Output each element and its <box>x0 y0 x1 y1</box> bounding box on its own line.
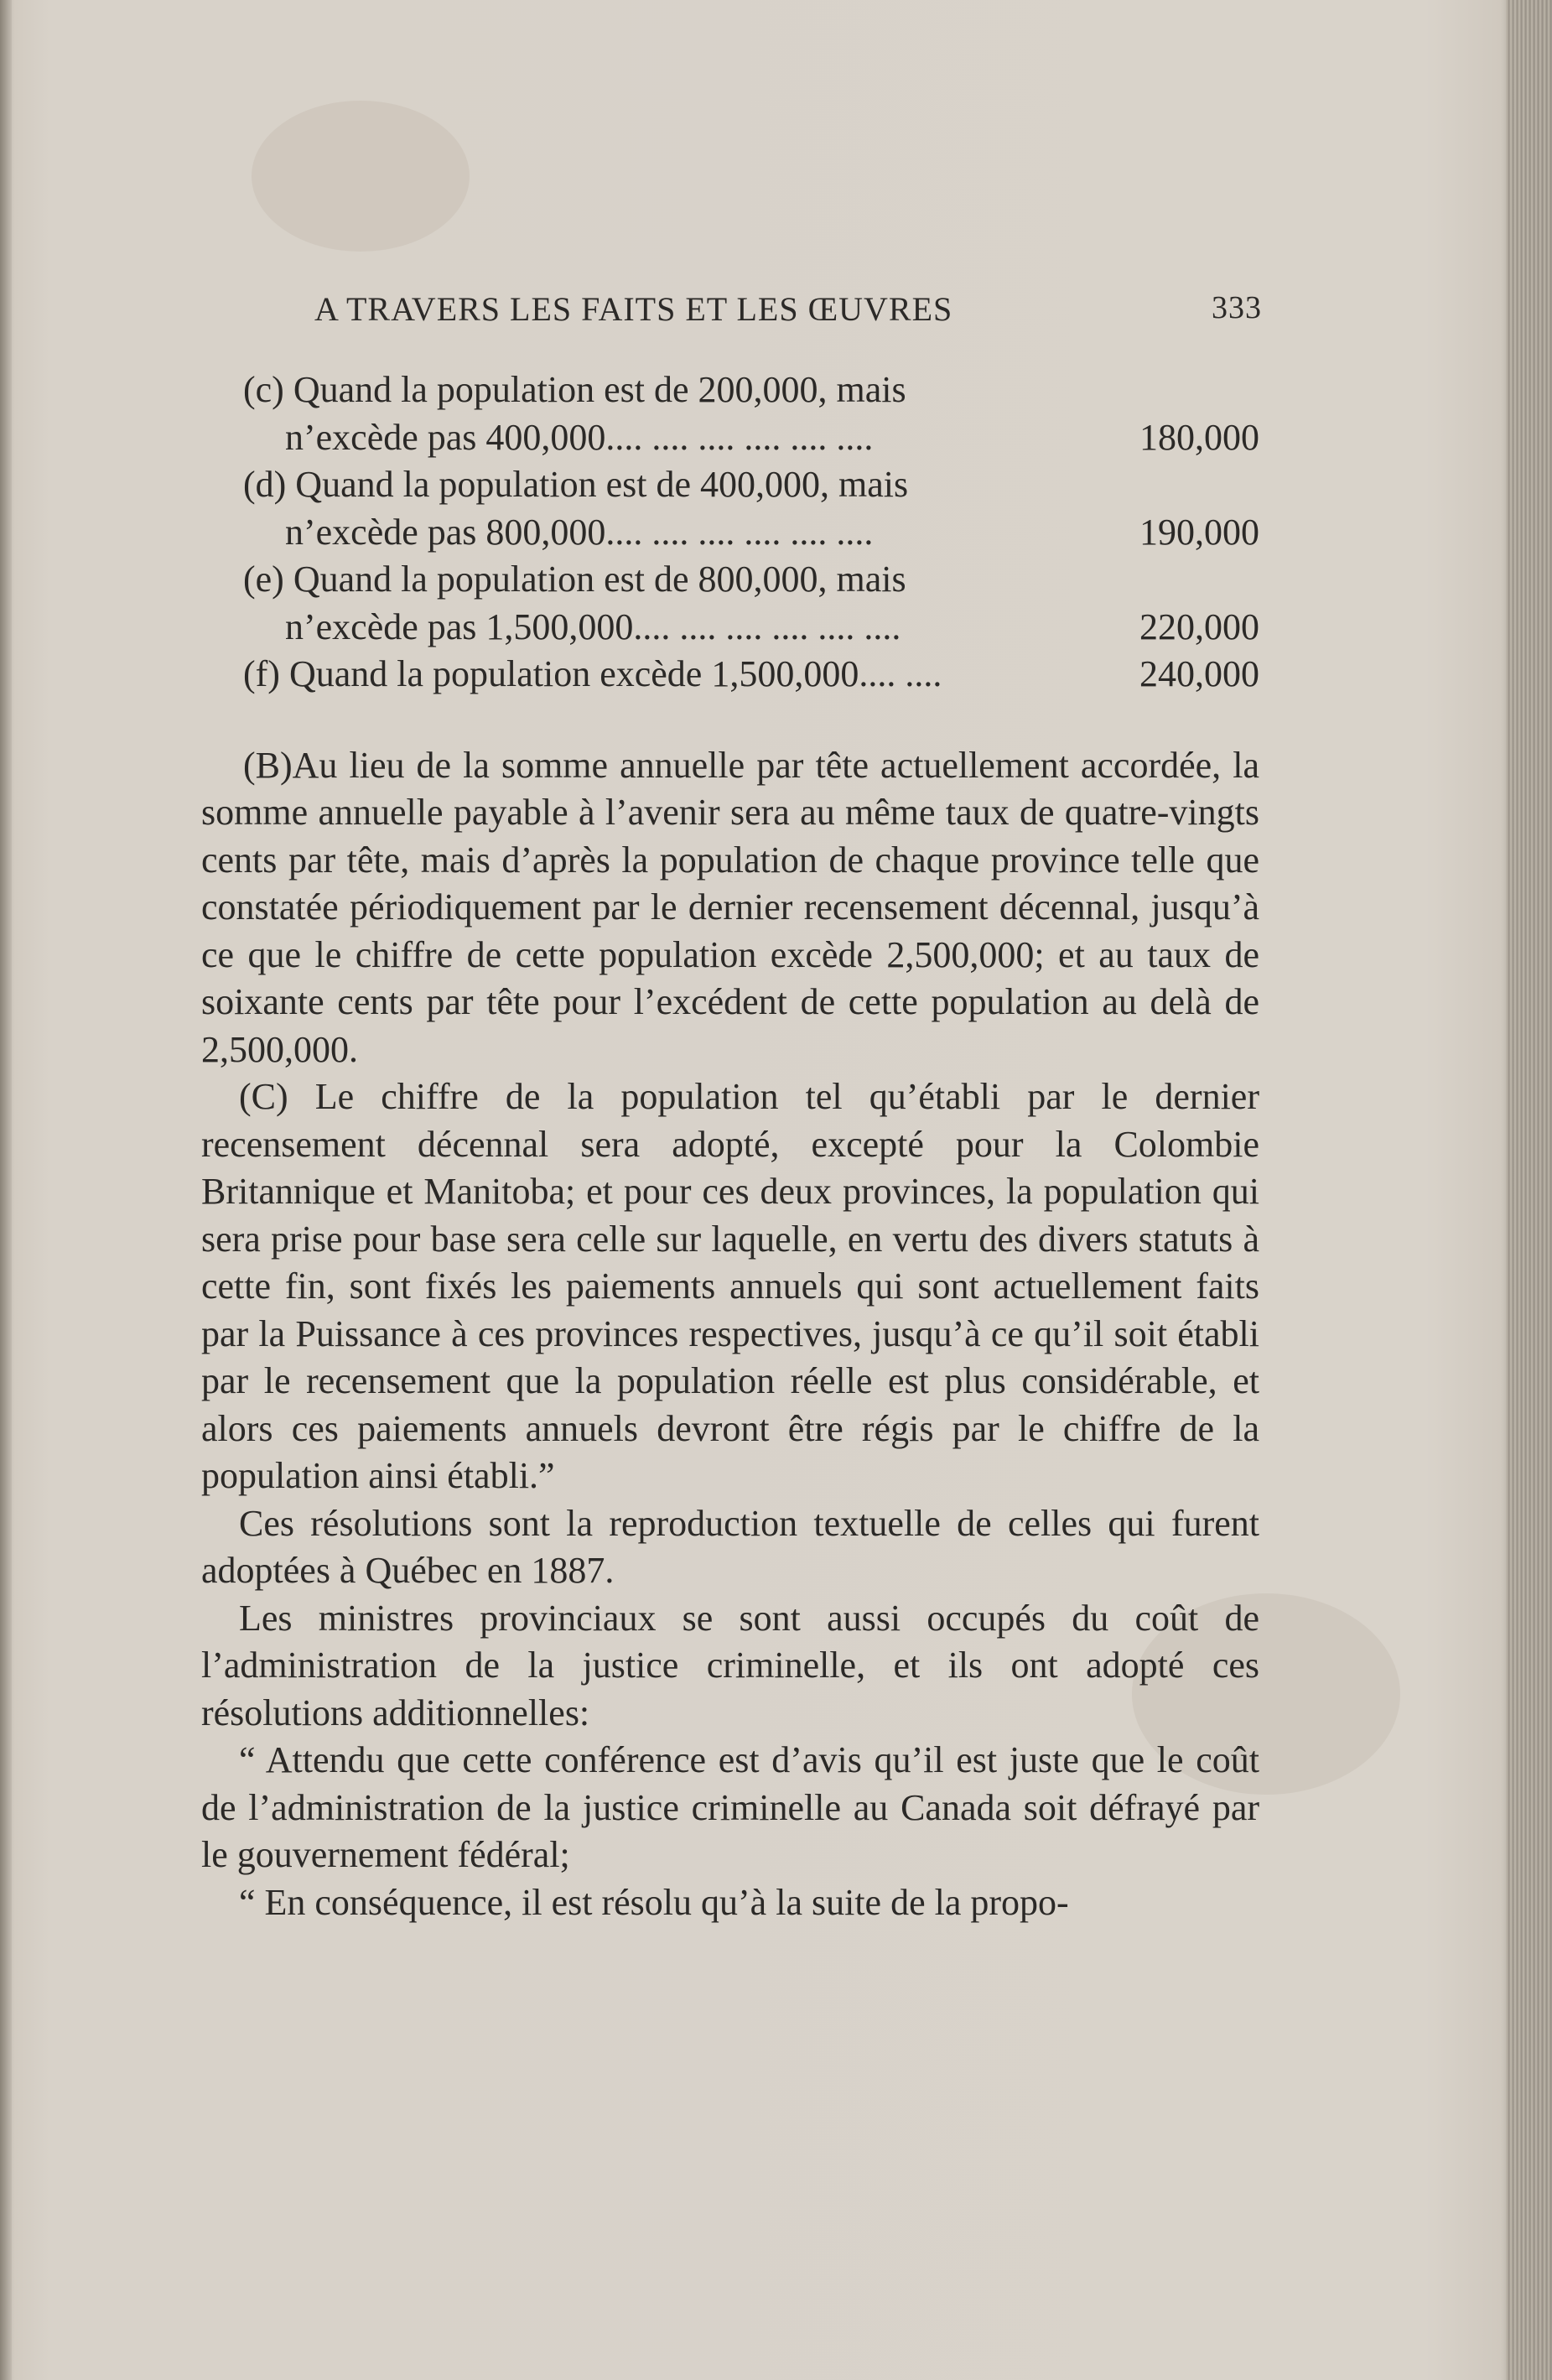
page-edges <box>1506 0 1552 2380</box>
schedule-item-d <box>201 461 1259 509</box>
text-block <box>201 366 1259 1926</box>
paragraph-b: (B)Au lieu de la somme annuelle par tête actuellement accordée, la somme annuelle payable à l’avenir sera au même taux de quatre-vingts cents par tête, mais d’après la population de chaque province telle que constatée périodiquement par le dernier recensement décennal, jusqu’à ce que le chiffre de cette population excède 2,500,000; et au taux de soixante cents par tête pour l’excédent de cette population au delà de 2,500,000. <box>201 744 1259 1070</box>
schedule-item-d-cont <box>201 509 1259 557</box>
paragraph-quote-attendu: “ Attendu que cette conférence est d’avis qu’il est juste que le coût de l’administration de la justice criminelle au Canada soit défrayé par le gouvernement fédéral; <box>201 1739 1259 1875</box>
schedule-item-f <box>201 651 1259 699</box>
schedule-continuation: n’excède pas 400,000.... .... .... .... .... .... <box>285 416 874 458</box>
page-number: 333 <box>1212 290 1262 325</box>
paragraph-resolutions: Ces résolutions sont la reproduction textuelle de celles qui furent adoptées à Québec en 1887. <box>201 1502 1259 1591</box>
schedule-continuation: n’excède pas 1,500,000.... .... .... .... .... .... <box>285 605 901 647</box>
schedule-label: (c) Quand la population est de 200,000, mais <box>243 369 906 410</box>
schedule-amount: 180,000 <box>1139 416 1259 458</box>
schedule-label: (f) Quand la population excède 1,500,000.... .... <box>243 653 942 694</box>
schedule-item-c-cont <box>201 414 1259 462</box>
schedule-amount: 190,000 <box>1139 511 1259 553</box>
schedule-continuation: n’excède pas 800,000.... .... .... .... .... .... <box>285 511 874 553</box>
schedule-item-c <box>201 366 1259 414</box>
schedule-label: (d) Quand la population est de 400,000, mais <box>243 464 909 505</box>
schedule-amount: 220,000 <box>1139 605 1259 647</box>
schedule-label: (e) Quand la population est de 800,000, mais <box>243 559 906 600</box>
paragraph-gap <box>201 699 1259 742</box>
paragraph-quote-consequence: “ En conséquence, il est résolu qu’à la suite de la propo- <box>239 1881 1069 1923</box>
paper-stain <box>252 101 470 252</box>
running-head <box>314 289 1262 340</box>
running-title: A TRAVERS LES FAITS ET LES ŒUVRES <box>314 290 953 328</box>
schedule-item-e-cont <box>201 604 1259 652</box>
population-schedule <box>201 366 1259 699</box>
schedule-amount: 240,000 <box>1139 653 1259 694</box>
schedule-item-e <box>201 556 1259 604</box>
paragraph-c: (C) Le chiffre de la population tel qu’établi par le dernier recensement décennal sera adopté, excepté pour la Colombie Britannique et Manitoba; et pour ces deux provinces, la population qui sera prise pour base sera celle sur laquelle, en vertu des divers statuts à cette fin, sont fixés les paiements annuels qui sont actuellement faits par la Puissance à ces provinces respectives, jusqu’à ce qu’il soit établi par le recensement que la population réelle est plus considérable, et alors ces paiements annuels devront être régis par le chiffre de la population ainsi établi.” <box>201 1076 1259 1496</box>
paragraph-ministers: Les ministres provinciaux se sont aussi occupés du coût de l’administration de la justice criminelle, et ils ont adopté ces résolutions additionnelles: <box>201 1597 1259 1733</box>
